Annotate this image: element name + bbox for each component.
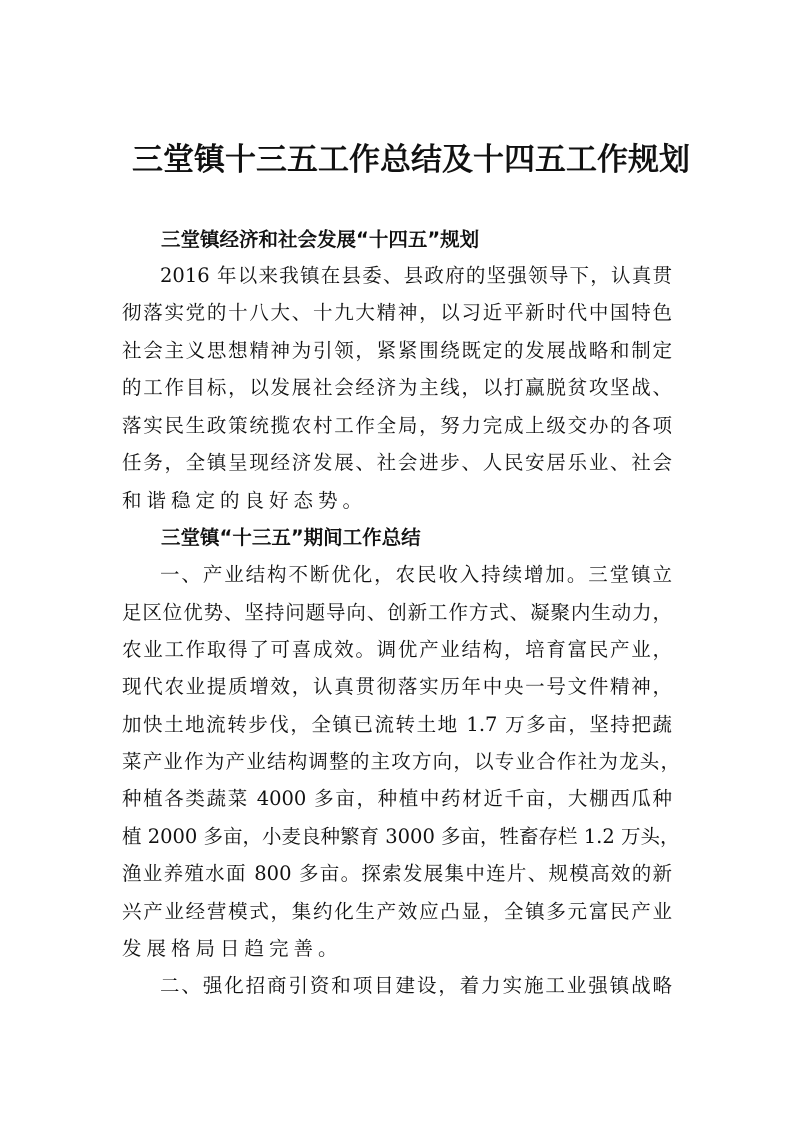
paragraph-line: 种植各类蔬菜 4000 多亩，种植中药材近千亩，大棚西瓜种 <box>122 787 672 810</box>
section-heading-13th-summary: 三堂镇“十三五”期间工作总结 <box>161 526 421 549</box>
paragraph-line: 一、产业结构不断优化，农民收入持续增加。三堂镇立 <box>160 563 672 586</box>
paragraph-line: 现代农业提质增效，认真贯彻落实历年中央一号文件精神， <box>122 675 672 698</box>
paragraph-line: 菜产业作为产业结构调整的主攻方向，以专业合作社为龙头， <box>122 750 680 773</box>
paragraph-line: 社会主义思想精神为引领，紧紧围绕既定的发展战略和制定 <box>122 339 672 362</box>
paragraph-line: 植 2000 多亩，小麦良种繁育 3000 多亩，牲畜存栏 1.2 万头， <box>122 825 680 848</box>
paragraph-line: 二、强化招商引资和项目建设，着力实施工业强镇战略 <box>160 974 672 997</box>
paragraph-line: 发展格局日趋完善。 <box>122 937 343 960</box>
paragraph-line: 和谐稳定的良好态势。 <box>122 489 368 512</box>
paragraph-line: 兴产业经营模式，集约化生产效应凸显，全镇多元富民产业 <box>122 900 672 923</box>
paragraph-line: 落实民生政策统揽农村工作全局，努力完成上级交办的各项 <box>122 414 672 437</box>
document-title: 三堂镇十三五工作总结及十四五工作规划 <box>132 142 690 178</box>
paragraph-line: 渔业养殖水面 800 多亩。探索发展集中连片、规模高效的新 <box>122 862 672 885</box>
paragraph-line: 的工作目标，以发展社会经济为主线，以打赢脱贫攻坚战、 <box>122 376 672 399</box>
paragraph-line: 足区位优势、坚持问题导向、创新工作方式、凝聚内生动力， <box>122 601 672 624</box>
section-heading-14th-plan: 三堂镇经济和社会发展“十四五”规划 <box>161 228 480 251</box>
paragraph-line: 农业工作取得了可喜成效。调优产业结构，培育富民产业， <box>122 638 672 661</box>
paragraph-line: 任务，全镇呈现经济发展、社会进步、人民安居乐业、社会 <box>122 451 672 474</box>
paragraph-line: 2016 年以来我镇在县委、县政府的坚强领导下，认真贯 <box>160 264 672 287</box>
paragraph-line: 彻落实党的十八大、十九大精神，以习近平新时代中国特色 <box>122 301 672 324</box>
paragraph-line: 加快土地流转步伐，全镇已流转土地 1.7 万多亩，坚持把蔬 <box>122 713 672 736</box>
